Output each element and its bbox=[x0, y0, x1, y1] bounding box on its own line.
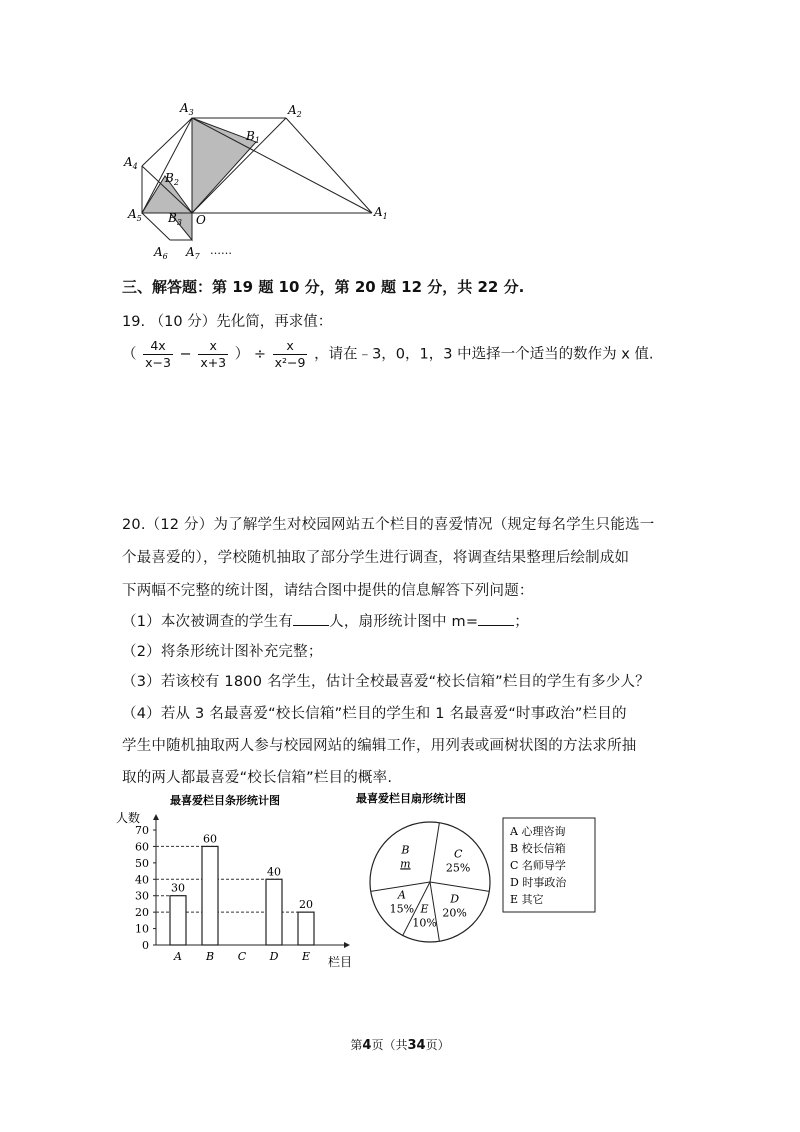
label-b2: $B_2$ bbox=[165, 171, 179, 187]
label-a7: $A_7$ bbox=[186, 245, 200, 261]
y-tick-label: 60 bbox=[135, 840, 149, 854]
legend-item: B 校长信箱 bbox=[510, 842, 566, 855]
q19-expression bbox=[122, 338, 654, 371]
y-axis-arrow bbox=[153, 814, 159, 820]
pie-label-D: D bbox=[450, 892, 460, 906]
fraction-1-num: 4x bbox=[143, 338, 173, 355]
pie-value-C: 25% bbox=[445, 861, 471, 875]
pie-value-B: m bbox=[400, 857, 411, 871]
q19-minus: − bbox=[179, 346, 192, 363]
pie-value-D: 20% bbox=[442, 906, 467, 920]
footer-post: 页） bbox=[425, 1038, 450, 1052]
q20-part3: （3）若该校有 1800 名学生，估计全校最喜爱“校长信箱”栏目的学生有多少人？ bbox=[122, 674, 650, 690]
x-tick-label-B: B bbox=[205, 950, 215, 963]
fraction-2-num: x bbox=[198, 338, 228, 355]
q19-header: 19. （10 分）先化简，再求值： bbox=[122, 314, 333, 330]
fraction-3-den: x²−9 bbox=[274, 355, 306, 370]
label-a4: $A_4$ bbox=[124, 155, 138, 171]
bar-chart-xlabel: 栏目 bbox=[328, 955, 353, 969]
fraction-1-den: x−3 bbox=[145, 355, 171, 370]
pie-value-E: 10% bbox=[412, 916, 437, 930]
q19-open-paren: （ bbox=[122, 346, 137, 363]
label-a6: $A_6$ bbox=[154, 245, 168, 261]
x-tick-label-D: D bbox=[269, 950, 279, 963]
q19-close-div: ） ÷ bbox=[234, 346, 267, 363]
y-tick-label: 10 bbox=[135, 922, 149, 936]
y-tick-label: 50 bbox=[135, 856, 149, 870]
q20-part4-line1: （4）若从 3 名最喜爱“校长信箱”栏目的学生和 1 名最喜爱“时事政治”栏目的 bbox=[122, 706, 627, 722]
q20-part1-b: 人，扇形统计图中 m= bbox=[329, 614, 479, 630]
fraction-1 bbox=[143, 338, 173, 371]
bar-D bbox=[266, 879, 282, 945]
bar-chart bbox=[110, 790, 370, 975]
pie-label-A: A bbox=[397, 888, 406, 902]
label-b1: $B_1$ bbox=[246, 129, 260, 145]
q20-part4-line3: 取的两人都最喜爱“校长信箱”栏目的概率. bbox=[122, 770, 393, 786]
label-ellipsis: …… bbox=[210, 244, 232, 257]
bar-A bbox=[170, 896, 186, 945]
bar-data-label-D: 40 bbox=[267, 865, 281, 879]
y-tick-label: 70 bbox=[135, 824, 149, 837]
label-a2: $A_2$ bbox=[288, 103, 302, 119]
bar-B bbox=[202, 846, 218, 945]
q20-line2: 个最喜爱的），学校随机抽取了部分学生进行调查，将调查结果整理后绘制成如 bbox=[122, 550, 630, 566]
label-a1: $A_1$ bbox=[374, 205, 388, 221]
pie-chart bbox=[350, 790, 600, 965]
x-tick-label-A: A bbox=[174, 950, 182, 963]
footer-pre: 第 bbox=[350, 1038, 363, 1052]
footer-total: 34 bbox=[407, 1038, 426, 1053]
q20-part1-c: ； bbox=[514, 614, 529, 630]
pie-label-B: B bbox=[401, 843, 410, 857]
fraction-3-num: x bbox=[273, 338, 308, 355]
bar-data-label-E: 20 bbox=[299, 898, 313, 912]
pie-chart-title: 最喜爱栏目扇形统计图 bbox=[356, 792, 466, 805]
fraction-2 bbox=[198, 338, 228, 371]
blank-m[interactable] bbox=[478, 611, 514, 626]
legend-item: D 时事政治 bbox=[510, 876, 567, 889]
pie-label-E: E bbox=[420, 902, 429, 916]
label-o: O bbox=[196, 213, 206, 227]
bar-chart-ylabel: 人数 bbox=[116, 811, 141, 825]
y-tick-label: 40 bbox=[135, 873, 149, 887]
label-b3: $B_3$ bbox=[168, 211, 182, 227]
pie-label-C: C bbox=[453, 847, 463, 861]
fraction-2-den: x+3 bbox=[200, 355, 227, 370]
q20-line3: 下两幅不完整的统计图，请结合图中提供的信息解答下列问题： bbox=[122, 583, 534, 599]
x-tick-label-C: C bbox=[237, 950, 247, 963]
label-a5: $A_5$ bbox=[128, 207, 142, 223]
y-tick-label: 20 bbox=[135, 906, 149, 920]
bar-data-label-A: 30 bbox=[171, 881, 185, 895]
fraction-3 bbox=[273, 338, 308, 371]
bar-chart-title: 最喜爱栏目条形统计图 bbox=[170, 794, 280, 807]
page-footer bbox=[0, 1036, 800, 1053]
legend-item: C 名师导学 bbox=[510, 859, 566, 872]
section-title: 三、解答题：第 19 题 10 分，第 20 题 12 分，共 22 分. bbox=[122, 278, 525, 296]
q20-part2: （2）将条形统计图补充完整； bbox=[122, 644, 323, 660]
q20-line1: 20.（12 分）为了解学生对校园网站五个栏目的喜爱情况（规定每名学生只能选一 bbox=[122, 517, 655, 533]
legend-item: A 心理咨询 bbox=[510, 825, 566, 838]
label-a3: $A_3$ bbox=[180, 101, 194, 117]
q20-part4-line2: 学生中随机抽取两人参与校园网站的编辑工作，用列表或画树状图的方法求所抽 bbox=[122, 738, 637, 754]
y-tick-label: 30 bbox=[135, 889, 149, 903]
q20-part1-a: （1）本次被调查的学生有 bbox=[122, 614, 294, 630]
q20-part1 bbox=[122, 610, 529, 631]
y-tick-label: 0 bbox=[142, 939, 149, 952]
legend-item: E 其它 bbox=[510, 893, 544, 906]
x-tick-label-E: E bbox=[301, 950, 311, 963]
geometry-figure bbox=[120, 96, 400, 266]
bar-data-label-B: 60 bbox=[203, 832, 217, 846]
bar-E bbox=[298, 912, 314, 945]
footer-page: 4 bbox=[362, 1038, 372, 1053]
footer-mid: 页（共 bbox=[371, 1038, 408, 1052]
q19-tail: ，请在﹣3，0，1，3 中选择一个适当的数作为 x 值. bbox=[314, 346, 654, 363]
pie-value-A: 15% bbox=[389, 902, 415, 916]
blank-students[interactable] bbox=[293, 611, 329, 626]
